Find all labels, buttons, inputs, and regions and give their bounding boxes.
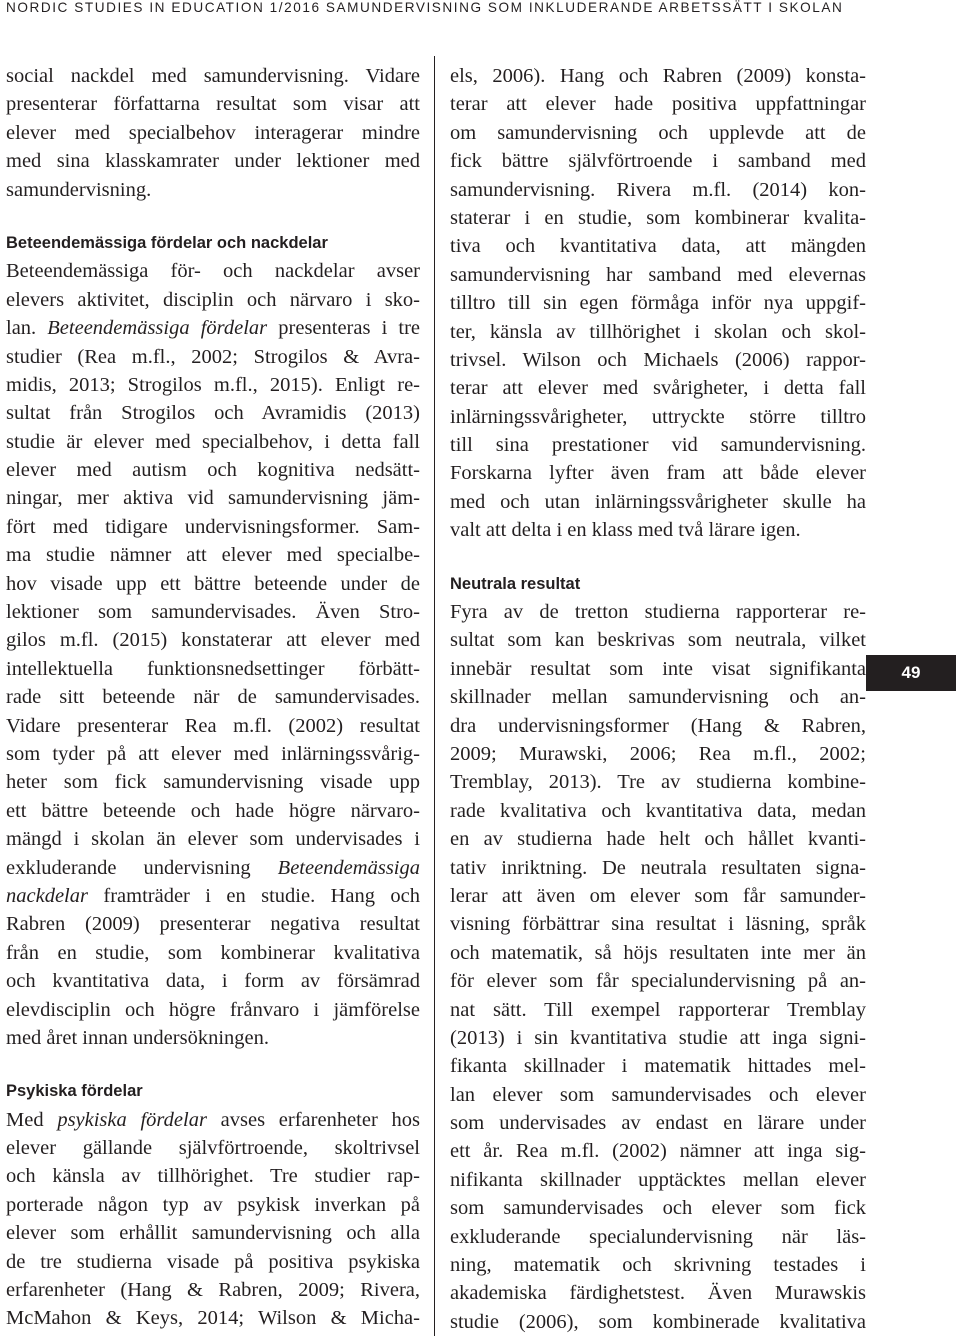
text-line: exkluderande specialundervisning när läs- [450, 1225, 866, 1248]
text-line: Tremblay, 2013). Tre av studierna kombine- [450, 771, 866, 794]
text-line: till sina prestationer vid samundervisning. [450, 434, 866, 457]
text-line: rade kvalitativa och kvantitativa data, medan [450, 799, 866, 822]
intro-paragraph [6, 62, 420, 204]
text-line: lektioner som samundervisades. Även Stro- [6, 601, 420, 624]
text-line: en av studierna hade helt och hållet kvanti- [450, 828, 866, 851]
text-line: Forskarna lyfter även fram att både elever [450, 462, 866, 485]
heading-psychological: Psykiska fördelar [6, 1082, 143, 1101]
text-line: els, 2006). Hang och Rabren (2009) konsta- [450, 65, 866, 87]
italic-term: Beteendemässiga [277, 856, 420, 879]
text-line: från en studie, som kombinerar kvalitativa [6, 941, 420, 964]
text-line: valt att delta i en klass med två lärare igen. [450, 519, 801, 542]
text-line: terar att elever hade positiva uppfattningar [450, 93, 866, 116]
text-line: mängd i skolan än elever som undervisades i [6, 828, 420, 851]
text-line: heter som fick samundervisning visade upp [6, 771, 420, 794]
right-column [450, 62, 866, 1336]
text-line: lerar att även om elever som får samunder- [450, 884, 866, 907]
text-line: och matematik, så höjs resultaten inte mer än [450, 941, 866, 964]
italic-term: psykiska fördelar [57, 1108, 207, 1131]
text-line: 2009; Murawski, 2006; Rea m.fl., 2002; [450, 742, 866, 765]
text-line: terar att elever med svårigheter, i detta fall [450, 377, 866, 400]
text-line: hov visade upp ett bättre beteende under de [6, 572, 420, 595]
italic-term: Beteendemässiga fördelar [47, 317, 268, 340]
text-line: elevers aktivitet, disciplin och närvaro i sko- [6, 288, 420, 311]
text-line: elever som erhållit samundervisning och alla [6, 1222, 420, 1245]
text-line: tativ inriktning. De neutrala resultaten signa- [450, 856, 866, 879]
text-line: ett år. Rea m.fl. (2002) nämner att inga sig- [450, 1140, 866, 1163]
text-line: presenterar författarna resultat som visar att [6, 93, 420, 116]
text-line: elever gällande självförtroende, skoltrivsel [6, 1137, 420, 1160]
behavioral-paragraph [6, 257, 420, 1052]
left-column [6, 62, 420, 1333]
heading-behavioral: Beteendemässiga fördelar och nackdelar [6, 233, 328, 252]
text-line: samundervisning. Rivera m.fl. (2014) kon- [450, 178, 866, 201]
text-line: akademiska färdighetstest. Även Murawskis [450, 1282, 866, 1305]
text-line: midis, 2013; Strogilos m.fl., 2015). Enligt re- [6, 373, 420, 396]
text-line: som undervisades av endast en lärare under [450, 1112, 866, 1135]
text-line: sultat från Strogilos och Avramidis (2013) [6, 402, 420, 425]
neutral-paragraph [450, 598, 866, 1336]
text-line: tiva och kvantitativa data, att mängden [450, 235, 866, 258]
text-line: ter, känsla av tillhörighet i skolan och skol- [450, 320, 866, 343]
text-line: McMahon & Keys, 2014; Wilson & Micha- [6, 1307, 420, 1330]
text-line: porterade någon typ av psykisk inverkan på [6, 1193, 420, 1216]
text-line: ett bättre beteende och hade högre närvaro- [6, 799, 420, 822]
text-line: trivsel. Wilson och Michaels (2006) rappor- [450, 348, 866, 371]
text-line: ning, matematik och skrivning testades i [450, 1254, 866, 1277]
text-line: elevdisciplin och högre frånvaro i jämförelse [6, 998, 420, 1021]
text-line: lan elever som samundervisades och elever [450, 1083, 866, 1106]
text-line: de tre studierna visade på positiva psykiska [6, 1250, 420, 1273]
text-line: studie är elever med specialbehov, i detta fall [6, 430, 420, 453]
text-line: inlärningssvårigheter, uttryckte större tilltro [450, 405, 866, 428]
column-divider [434, 56, 435, 1336]
text-line: ma studie nämner att elever med specialbe- [6, 544, 420, 567]
text-line: samundervisning har samband med elevernas [450, 263, 866, 286]
text-line: elever med specialbehov interagerar mindre [6, 121, 420, 144]
text-line: sultat som kan beskrivas som neutrala, vilket [450, 629, 866, 652]
text-line: om samundervisning och upplevde att de [450, 121, 866, 144]
text-line: innebär resultat som inte visat signifikanta [450, 657, 866, 680]
text-line: med och utan inlärningssvårigheter skulle ha [450, 490, 866, 513]
text-line: rade sitt beteende när de samundervisades. [6, 686, 420, 709]
text-line: och känsla av tillhörighet. Tre studier rap- [6, 1165, 420, 1188]
text-line: Med psykiska fördelar avses erfarenheter hos [6, 1108, 420, 1131]
continuation-paragraph [450, 62, 866, 545]
text-line: Rabren (2009) presenterar negativa resultat [6, 913, 420, 936]
text-line: och kvantitativa data, i form av försämrad [6, 970, 420, 993]
text-line: med året innan undersökningen. [6, 1026, 270, 1049]
text-line: studier (Rea m.fl., 2002; Strogilos & Avra- [6, 345, 420, 368]
text-line: tilltro till sin egen förmåga inför nya uppgif- [450, 292, 866, 315]
text-line: som tyder på att elever med inlärningssvårig- [6, 742, 420, 765]
text-line: intellektuella funktionsnedsettinger förbätt- [6, 657, 420, 680]
text-line: (2013) i sin kvantitativa studie att inga signi- [450, 1026, 866, 1049]
text-line: exkluderande undervisning Beteendemässiga [6, 856, 420, 879]
text-line: Vidare presenterar Rea m.fl. (2002) resultat [6, 714, 420, 737]
italic-term: nackdelar [6, 884, 88, 907]
text-line: ningar, mer aktiva vid samundervisning jäm- [6, 487, 420, 510]
text-line: samundervisning. [6, 178, 152, 201]
text-line: gilos m.fl. (2015) konstaterar att elever med [6, 629, 420, 652]
text-line: Beteendemässiga för- och nackdelar avser [6, 260, 420, 283]
text-line: fick bättre självförtroende i samband med [450, 150, 866, 173]
text-line: med sina klasskamrater under lektioner med [6, 150, 420, 173]
text-line: som samundervisades och elever som fick [450, 1197, 866, 1220]
text-line: skillnader mellan samundervisning och an- [450, 686, 866, 709]
text-line: lan. Beteendemässiga fördelar presenteras i tre [6, 317, 420, 340]
text-line: för elever som får specialundervisning på an- [450, 970, 866, 993]
text-line: Fyra av de tretton studierna rapporterar re- [450, 601, 866, 624]
text-line: fikanta skillnader i matematik hittades mel- [450, 1055, 866, 1078]
psychological-paragraph [6, 1106, 420, 1333]
page-number-tab: 49 [866, 655, 956, 691]
heading-neutral: Neutrala resultat [450, 574, 581, 593]
text-line: staterar i en studie, som kombinerar kvalita- [450, 206, 866, 229]
text-line: nackdelar framträder i en studie. Hang och [6, 884, 420, 907]
text-line: nat sätt. Till exempel rapporterar Tremblay [450, 998, 866, 1021]
text-line: social nackdel med samundervisning. Vidare [6, 65, 420, 87]
text-line: fört med tidigare undervisningsformer. Sam- [6, 515, 420, 538]
text-line: dra undervisningsformer (Hang & Rabren, [450, 714, 866, 737]
running-head: NORDIC STUDIES IN EDUCATION 1/2016 SAMUNDERVISNING SOM INKLUDERANDE ARBETSSÄTT I SKOLAN [6, 0, 844, 15]
text-line: nifikanta skillnader upptäcktes mellan elever [450, 1168, 866, 1191]
text-line: erfarenheter (Hang & Rabren, 2009; Rivera, [6, 1279, 420, 1302]
text-line: studie (2006), som kombinerade kvalitativa [450, 1310, 866, 1333]
text-line: visning förbättrar sina resultat i läsning, språk [450, 913, 866, 936]
text-line: elever med autism och kognitiva nedsätt- [6, 459, 420, 482]
